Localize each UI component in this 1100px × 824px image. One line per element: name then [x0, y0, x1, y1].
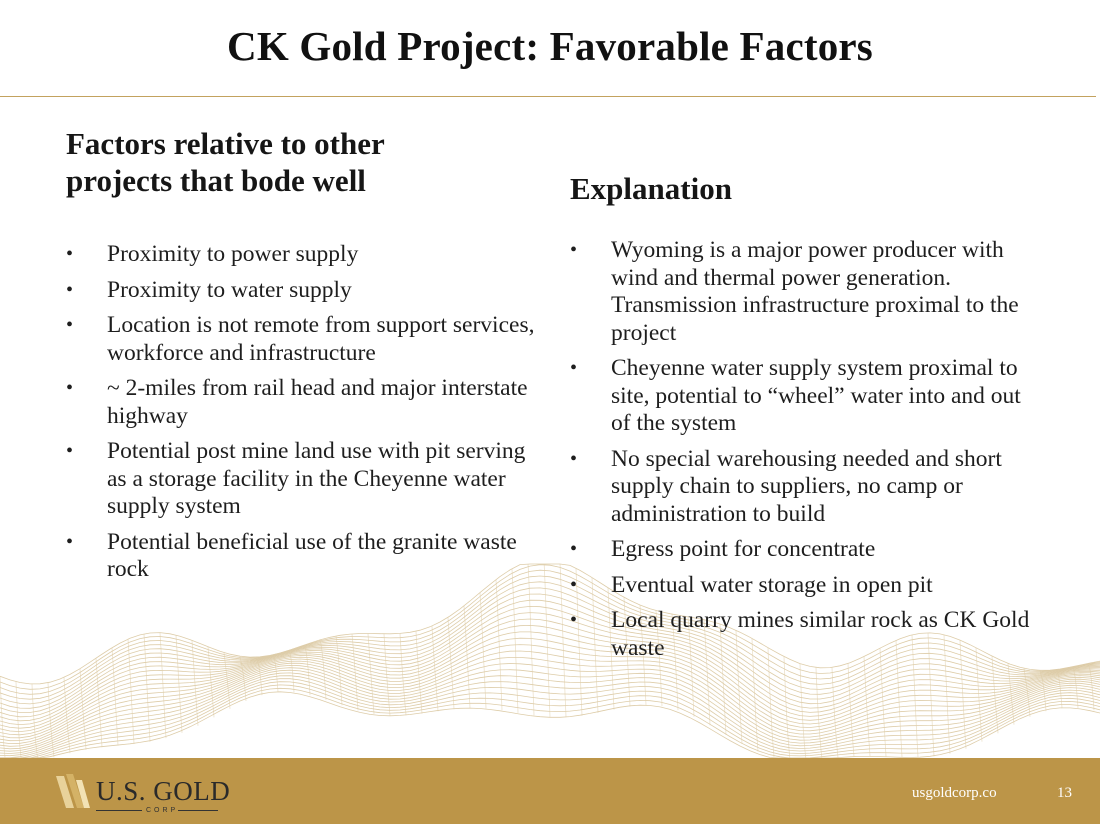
bullet-icon: • — [66, 377, 74, 399]
bullet-icon: • — [570, 609, 578, 631]
bullet-icon: • — [570, 538, 578, 560]
list-item: • Proximity to power supply — [66, 241, 359, 267]
bullet-icon: • — [66, 440, 74, 462]
bullet-icon: • — [570, 239, 578, 261]
logo-subtitle: CORP — [146, 807, 179, 814]
list-item: • Potential post mine land use with pit serving as a storage facility in the Cheyenne water supply system — [66, 438, 526, 519]
terrain-mesh-line — [144, 634, 150, 742]
left-factor-list — [66, 241, 536, 592]
right-explanation-list — [570, 237, 1045, 670]
page-number: 13 — [1057, 785, 1072, 801]
terrain-mesh-line — [480, 593, 486, 709]
terrain-mesh-line — [96, 658, 102, 747]
terrain-mesh-line — [192, 640, 198, 726]
footer-bar — [0, 758, 1100, 824]
bullet-icon: • — [66, 530, 74, 553]
logo-divider-left — [96, 810, 142, 811]
bullet-icon: • — [66, 278, 74, 301]
list-item: • No special warehousing needed and short supply chain to suppliers, no camp or administration to build — [570, 445, 1002, 527]
list-item: • Egress point for concentrate — [570, 536, 876, 562]
list-item: • Proximity to water supply — [66, 276, 352, 303]
terrain-mesh-line — [800, 664, 806, 758]
list-item: • Potential beneficial use of the granite waste rock — [66, 528, 517, 582]
gold-bars-logo-icon — [54, 772, 92, 812]
bullet-icon: • — [570, 573, 578, 596]
list-item: • Local quarry mines similar rock as CK Gold waste — [570, 607, 1030, 661]
terrain-mesh-line — [496, 580, 502, 711]
bullet-icon: • — [570, 447, 578, 470]
company-logo[interactable] — [54, 772, 234, 812]
bullet-icon: • — [570, 357, 578, 379]
website-link[interactable]: usgoldcorp.co — [912, 785, 997, 801]
list-item: • ~ 2-miles from rail head and major interstate highway — [66, 375, 528, 429]
right-column-heading: Explanation — [570, 171, 732, 206]
terrain-mesh-line — [432, 626, 438, 711]
logo-divider-right — [178, 810, 218, 811]
left-column-heading: Factors relative to other projects that bode well — [66, 126, 385, 198]
bullet-icon: • — [66, 314, 74, 336]
list-item: • Cheyenne water supply system proximal to site, potential to “wheel” water into and out of the system — [570, 355, 1021, 436]
logo-wordmark: U.S. GOLD — [96, 776, 231, 806]
slide-title: CK Gold Project: Favorable Factors — [227, 23, 873, 69]
list-item: • Eventual water storage in open pit — [570, 571, 933, 598]
list-item: • Wyoming is a major power producer with wind and thermal power generation. Transmission infrastructure proximal to the project — [570, 237, 1019, 346]
bullet-icon: • — [66, 243, 74, 265]
title-divider — [0, 96, 1096, 97]
list-item: • Location is not remote from support services, workforce and infrastructure — [66, 312, 535, 366]
terrain-mesh-line — [1008, 663, 1014, 724]
